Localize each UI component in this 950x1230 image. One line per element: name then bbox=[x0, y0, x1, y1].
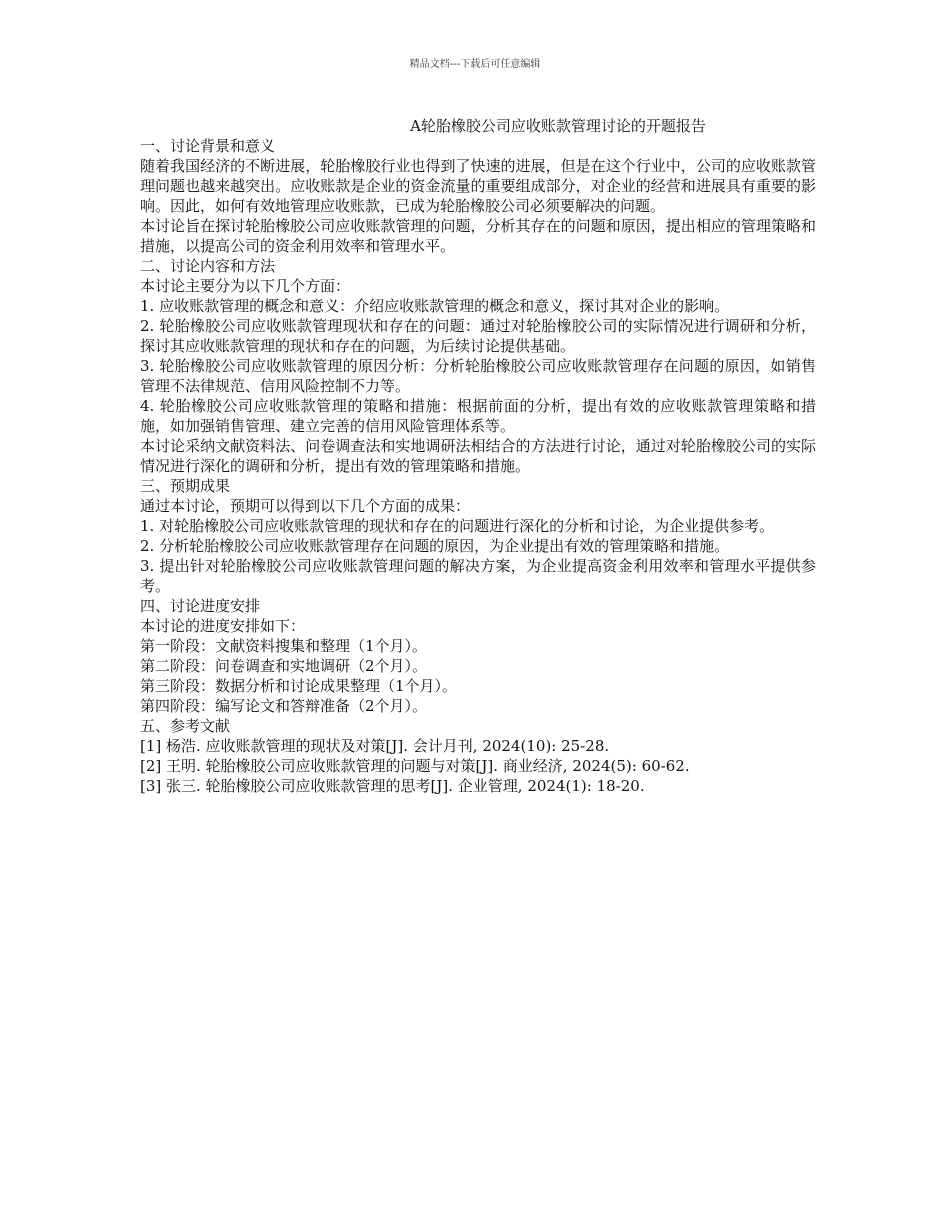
list-item: 4. 轮胎橡胶公司应收账款管理的策略和措施：根据前面的分析，提出有效的应收账款管理策略和措施，如加强销售管理、建立完善的信用风险管理体系等。 bbox=[140, 397, 816, 435]
schedule-item: 第三阶段：数据分析和讨论成果整理（1个月）。 bbox=[140, 677, 458, 695]
section-heading: 二、讨论内容和方法 bbox=[140, 257, 276, 275]
document-body bbox=[140, 116, 816, 796]
schedule-item: 第四阶段：编写论文和答辩准备（2个月）。 bbox=[140, 697, 428, 715]
paragraph: 通过本讨论，预期可以得到以下几个方面的成果： bbox=[140, 497, 471, 515]
paragraph: 本讨论主要分为以下几个方面： bbox=[140, 277, 351, 295]
schedule-item: 第一阶段：文献资料搜集和整理（1个月）。 bbox=[140, 637, 428, 655]
section-heading: 三、预期成果 bbox=[140, 477, 231, 495]
list-item: 2. 分析轮胎橡胶公司应收账款管理存在问题的原因，为企业提出有效的管理策略和措施。 bbox=[140, 537, 730, 555]
list-item: 3. 提出针对轮胎橡胶公司应收账款管理问题的解决方案，为企业提高资金利用效率和管理水平提供参考。 bbox=[140, 557, 816, 595]
list-item: 2. 轮胎橡胶公司应收账款管理现状和存在的问题：通过对轮胎橡胶公司的实际情况进行调研和分析，探讨其应收账款管理的现状和存在的问题，为后续讨论提供基础。 bbox=[140, 317, 816, 355]
reference-item: [1] 杨浩. 应收账款管理的现状及对策[J]. 会计月刊, 2024(10): 25-28. bbox=[140, 737, 610, 755]
page-header: 精品文档---下载后可任意编辑 bbox=[409, 59, 541, 70]
list-item: 1. 应收账款管理的概念和意义：介绍应收账款管理的概念和意义，探讨其对企业的影响。 bbox=[140, 297, 730, 315]
list-item: 3. 轮胎橡胶公司应收账款管理的原因分析：分析轮胎橡胶公司应收账款管理存在问题的原因，如销售管理不法律规范、信用风险控制不力等。 bbox=[140, 357, 816, 395]
section-heading: 一、讨论背景和意义 bbox=[140, 137, 276, 155]
paragraph: 随着我国经济的不断进展，轮胎橡胶行业也得到了快速的进展，但是在这个行业中，公司的应收账款管理问题也越来越突出。应收账款是企业的资金流量的重要组成部分，对企业的经营和进展具有重要的影响。因此，如何有效地管理应收账款，已成为轮胎橡胶公司必须要解决的问题。 bbox=[140, 157, 816, 215]
reference-item: [3] 张三. 轮胎橡胶公司应收账款管理的思考[J]. 企业管理, 2024(1): 18-20. bbox=[140, 777, 645, 795]
paragraph: 本讨论采纳文献资料法、问卷调查法和实地调研法相结合的方法进行讨论，通过对轮胎橡胶公司的实际情况进行深化的调研和分析，提出有效的管理策略和措施。 bbox=[140, 437, 816, 475]
paragraph: 本讨论旨在探讨轮胎橡胶公司应收账款管理的问题，分析其存在的问题和原因，提出相应的管理策略和措施，以提高公司的资金利用效率和管理水平。 bbox=[140, 217, 816, 255]
paragraph: 本讨论的进度安排如下： bbox=[140, 617, 306, 635]
schedule-item: 第二阶段：问卷调查和实地调研（2个月）。 bbox=[140, 657, 428, 675]
section-heading: 五、参考文献 bbox=[140, 717, 231, 735]
document-title: A轮胎橡胶公司应收账款管理讨论的开题报告 bbox=[410, 117, 706, 135]
section-heading: 四、讨论进度安排 bbox=[140, 597, 261, 615]
list-item: 1. 对轮胎橡胶公司应收账款管理的现状和存在的问题进行深化的分析和讨论，为企业提供参考。 bbox=[140, 517, 775, 535]
reference-item: [2] 王明. 轮胎橡胶公司应收账款管理的问题与对策[J]. 商业经济, 2024(5): 60-62. bbox=[140, 757, 690, 775]
